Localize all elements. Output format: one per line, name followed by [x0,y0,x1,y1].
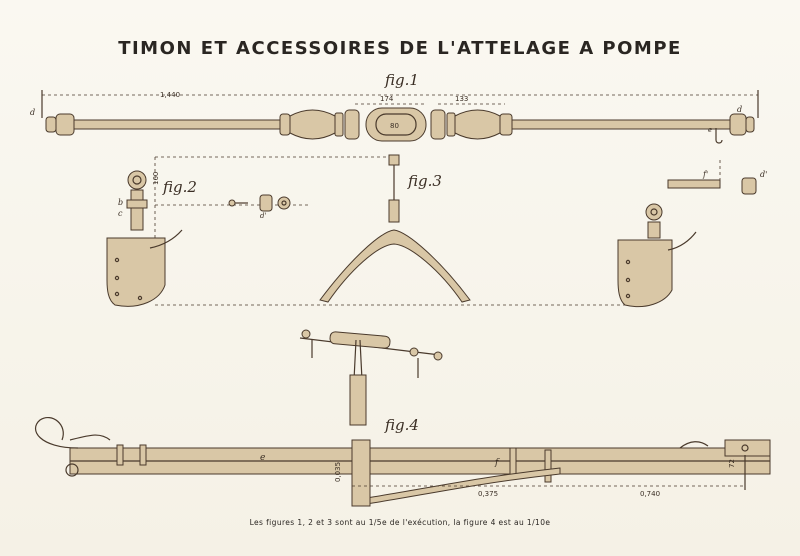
letter-f-prime: f' [703,170,709,179]
dimension-133: 133 [455,95,469,103]
plate-title: TIMON ET ACCESSOIRES DE L'ATTELAGE A POMPE [118,38,682,59]
dimension-72: 72 [728,459,736,468]
letter-d-prime-right: d' [760,170,768,179]
figure-1-bar [30,71,758,143]
figure-1-label: fig.1 [385,71,419,89]
figure-4-pole [36,330,770,506]
plate-caption: Les figures 1, 2 et 3 sont au 1/5e de l'exécution, la figure 4 est au 1/10e [249,518,551,527]
letter-d-right: d [737,105,743,114]
figure-2-hook-assembly [107,157,197,306]
bolt-parts [229,195,290,220]
dimension-160: 160 [152,171,160,185]
dimension-174: 174 [380,95,394,103]
figure-3-saddle [320,155,470,302]
dimension-0375: 0,375 [478,490,499,498]
dimension-80: 80 [390,122,399,130]
letter-e-fig4: e [260,453,266,463]
figure-4-label: fig.4 [385,416,419,434]
letter-c-fig2: c [118,209,123,218]
letter-f-fig4: f [495,458,499,468]
letter-e-fig1: e [708,126,713,134]
dimension-0740: 0,740 [640,490,661,498]
letter-b-fig2: b [118,198,124,207]
right-fitting-pieces [618,170,767,307]
letter-d-prime-bolt: d' [260,212,267,220]
figure-2-label: fig.2 [163,178,197,196]
letter-d-left: d [30,108,36,117]
figure-3-label: fig.3 [408,172,442,190]
dimension-0035: 0,035 [334,461,342,482]
total-length-label: 1,440 [160,91,181,99]
